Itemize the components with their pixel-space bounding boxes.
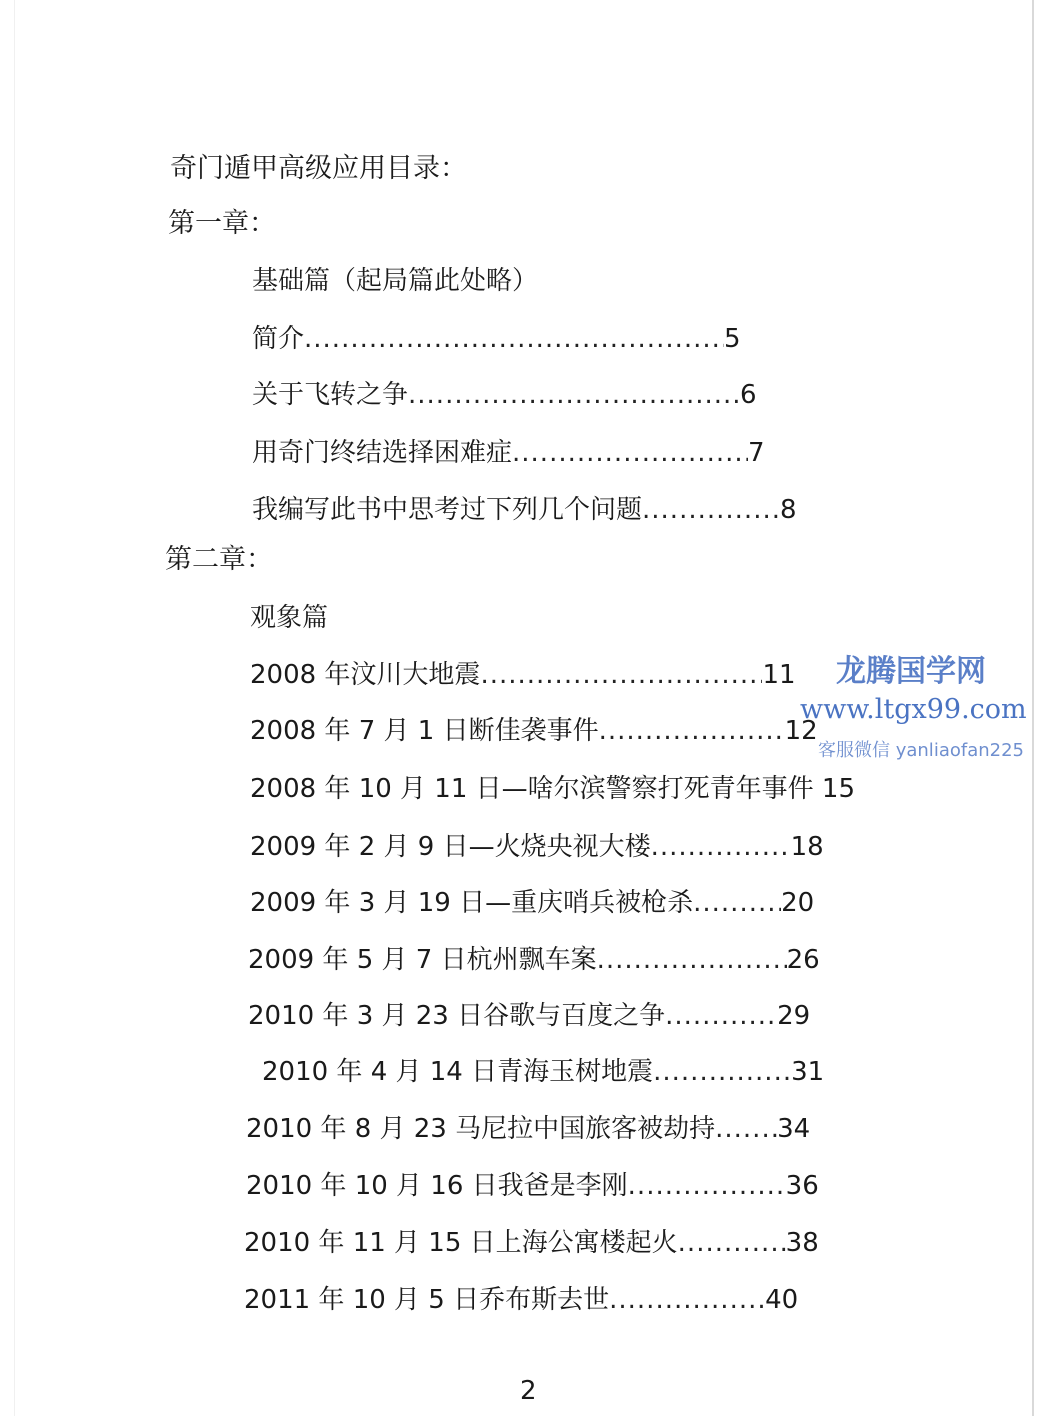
toc-entry-title: 2010 年 10 月 16 日我爸是李刚	[246, 1171, 628, 1201]
toc-entry-page: 40	[765, 1285, 799, 1315]
toc-entry	[252, 322, 741, 356]
leader-dots	[678, 1226, 786, 1260]
toc-entry	[250, 658, 796, 692]
toc-entry	[250, 830, 824, 864]
leader-dots	[651, 830, 791, 864]
toc-entry	[250, 886, 814, 920]
toc-entry-title: 2009 年 5 月 7 日杭州飘车案	[248, 945, 597, 975]
leader-dots	[408, 378, 740, 412]
toc-entry	[246, 1169, 819, 1203]
watermark-url: www.ltgx99.com	[800, 694, 1027, 725]
leader-dots	[653, 1055, 791, 1089]
toc-entry-title: 2010 年 11 月 15 日上海公寓楼起火	[244, 1228, 678, 1258]
leader-dots	[599, 714, 785, 748]
leader-dots	[512, 436, 748, 470]
toc-entry-title: 2011 年 10 月 5 日乔布斯去世	[244, 1285, 610, 1315]
toc-entry-page: 5	[724, 324, 741, 354]
chapter-2-subtitle: 观象篇	[250, 603, 329, 633]
toc-entry	[248, 943, 820, 977]
toc-entry-title: 用奇门终结选择困难症	[252, 438, 513, 468]
toc-entry-page: 8	[780, 495, 797, 525]
toc-entry	[252, 493, 797, 527]
toc-entry-title: 2008 年 7 月 1 日断佳袭事件	[250, 716, 599, 746]
toc-entry-title: 我编写此书中思考过下列几个问题	[252, 495, 643, 525]
chapter-1-subtitle: 基础篇（起局篇此处略）	[252, 266, 539, 296]
chapter-1-label: 第一章：	[168, 208, 276, 239]
toc-entry-page: 36	[785, 1171, 819, 1201]
toc-entry-title: 2009 年 3 月 19 日—重庆哨兵被枪杀	[250, 888, 694, 918]
leader-dots	[609, 1283, 765, 1317]
toc-entry	[246, 1112, 810, 1146]
toc-entry-title: 2008 年 10 月 11 日—啥尔滨警察打死青年事件 15	[250, 774, 856, 804]
toc-entry-title: 2008 年汶川大地震	[250, 660, 481, 690]
chapter-2-label: 第二章：	[165, 544, 273, 575]
toc-entry-page: 18	[790, 832, 824, 862]
leader-dots	[715, 1112, 777, 1146]
toc-entry-title: 2010 年 8 月 23 马尼拉中国旅客被劫持	[246, 1114, 716, 1144]
toc-entry-page: 29	[777, 1001, 811, 1031]
toc-entry-page: 26	[786, 945, 820, 975]
scan-edge-left	[14, 0, 15, 1416]
toc-entry-page: 31	[791, 1057, 825, 1087]
leader-dots	[642, 493, 780, 527]
toc-entry-page: 34	[777, 1114, 811, 1144]
scan-edge-right	[1032, 0, 1034, 1416]
page-number: 2	[520, 1376, 537, 1406]
toc-entry-page: 11	[762, 660, 796, 690]
toc-entry	[250, 714, 818, 748]
leader-dots	[628, 1169, 786, 1203]
toc-entry	[244, 1283, 798, 1317]
leader-dots	[597, 943, 787, 977]
toc-entry-title: 2010 年 3 月 23 日谷歌与百度之争	[248, 1001, 666, 1031]
toc-entry	[252, 378, 757, 412]
toc-title: 奇门遁甲高级应用目录：	[170, 153, 467, 184]
toc-entry	[248, 999, 810, 1033]
toc-entry	[252, 436, 765, 470]
toc-entry-page: 12	[784, 716, 818, 746]
toc-entry-title: 关于飞转之争	[252, 380, 409, 410]
toc-entry-page: 20	[781, 888, 815, 918]
leader-dots	[665, 999, 777, 1033]
toc-entry-title: 2010 年 4 月 14 日青海玉树地震	[262, 1057, 654, 1087]
toc-entry-page: 38	[785, 1228, 819, 1258]
toc-entry-page: 7	[748, 438, 765, 468]
toc-entry	[262, 1055, 824, 1089]
leader-dots	[480, 658, 762, 692]
toc-entry	[250, 772, 855, 806]
watermark-site-name: 龙腾国学网	[836, 654, 986, 689]
watermark-contact: 客服微信 yanliaofan225	[818, 740, 1024, 761]
toc-entry-title: 2009 年 2 月 9 日—火烧央视大楼	[250, 832, 651, 862]
leader-dots	[693, 886, 781, 920]
toc-entry-page: 6	[740, 380, 757, 410]
toc-entry-title: 简介	[252, 324, 305, 354]
leader-dots	[304, 322, 724, 356]
toc-entry	[244, 1226, 819, 1260]
